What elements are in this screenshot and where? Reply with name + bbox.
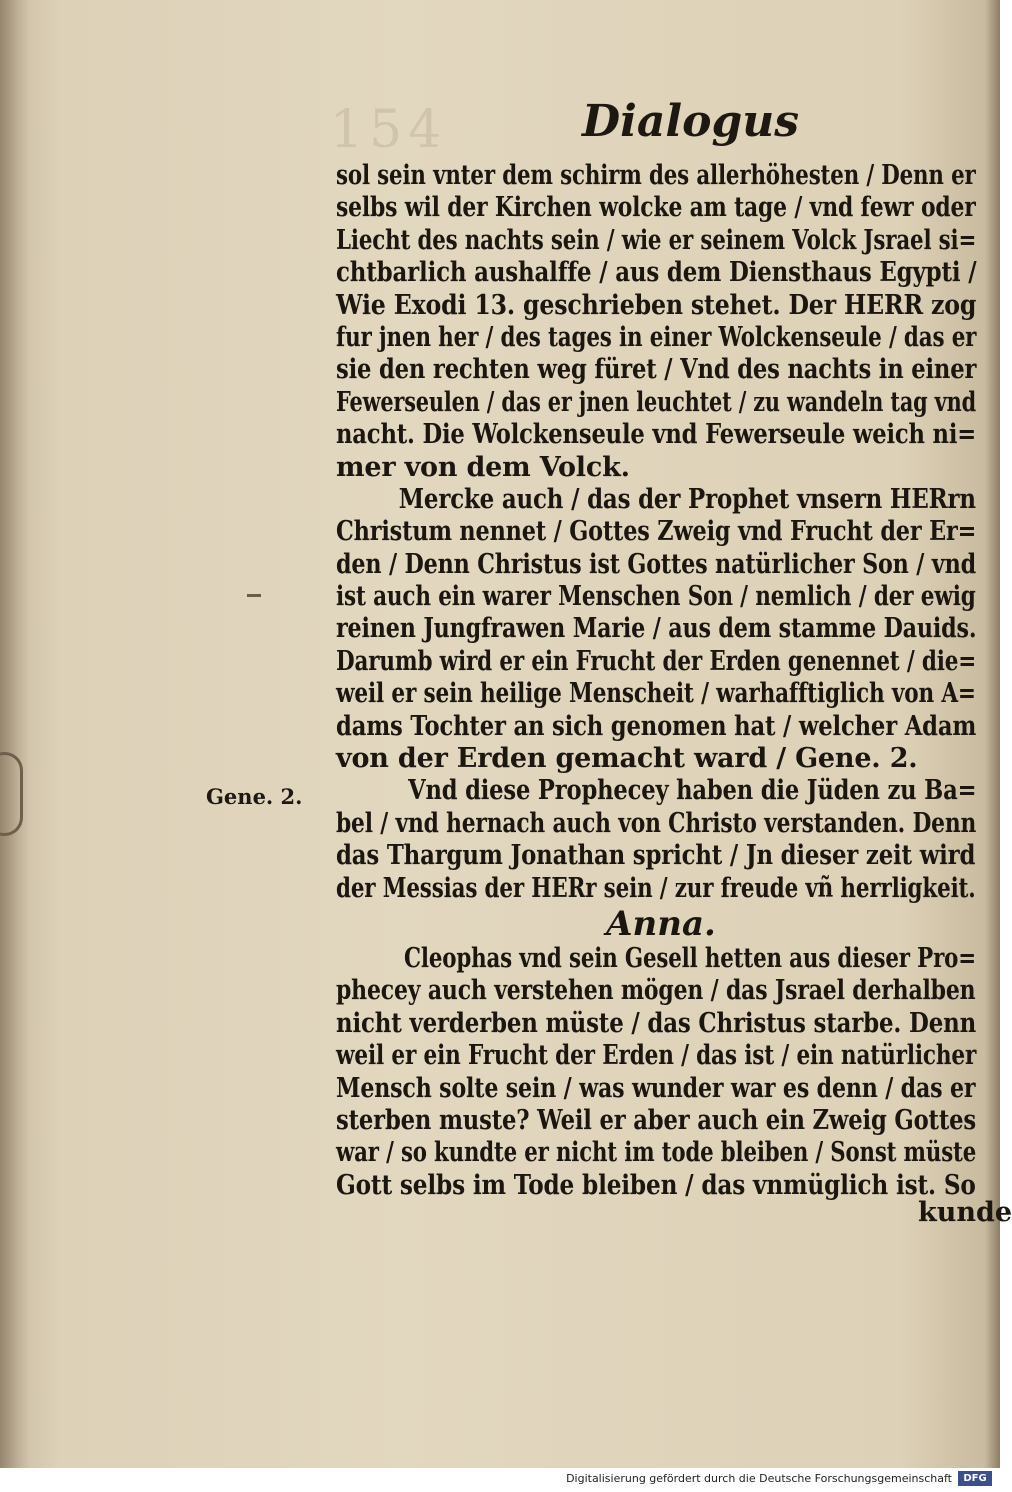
text-line: Christum nennet / Gottes Zweig vnd Frucht der Er= xyxy=(336,516,977,548)
text-line: das Thargum Jonathan spricht / Jn dieser zeit wird xyxy=(336,840,976,872)
text-line: Wie Exodi 13. geschrieben stehet. Der HERR zog xyxy=(336,289,977,321)
text-line: sie den rechten weg füret / Vnd des nachts in einer xyxy=(336,354,977,386)
text-line: reinen Jungfrawen Marie / aus dem stamme Dauids. xyxy=(336,613,977,645)
text-line: phecey auch verstehen mögen / das Jsrael derhalben xyxy=(336,975,976,1007)
text-line: Mercke auch / das der Prophet vnsern HERrn xyxy=(398,483,976,515)
ink-mark xyxy=(247,594,261,597)
text-line: Darumb wird er ein Frucht der Erden genennet / die= xyxy=(336,645,977,677)
paragraph-2 xyxy=(336,484,976,776)
text-line: Mensch solte sein / was wunder war es denn / das er xyxy=(336,1072,976,1104)
text-line: Gott selbs im Tode bleiben / das vnmüglich ist. So xyxy=(336,1169,976,1201)
footer-bar xyxy=(0,1468,1000,1492)
text-line: von der Erden gemacht ward / Gene. 2. xyxy=(336,743,918,775)
text-line: sterben muste? Weil er aber auch ein Zweig Gottes xyxy=(336,1104,977,1136)
footer-credit: Digitalisierung gefördert durch die Deutsche Forschungsgemeinschaft xyxy=(566,1472,952,1485)
text-line: dams Tochter an sich genomen hat / welcher Adam xyxy=(336,710,977,742)
text-line: Fewerseulen / das er jnen leuchtet / zu wandeln tag vnd xyxy=(336,386,976,418)
text-line: chtbarlich aushalffe / aus dem Diensthaus Egypti / xyxy=(336,257,977,289)
text-line: selbs wil der Kirchen wolcke am tage / vnd fewr oder xyxy=(336,192,976,224)
text-line: nicht verderben müste / das Christus starbe. Denn xyxy=(336,1007,977,1039)
page-clip xyxy=(0,752,23,836)
dfg-logo: DFG xyxy=(958,1471,992,1486)
text-line: war / so kundte er nicht im tode bleiben / Sonst müste xyxy=(336,1137,977,1169)
text-line: ist auch ein warer Menschen Son / nemlich / der ewig xyxy=(336,581,976,613)
text-line: fur jnen her / des tages in einer Wolckenseule / das er xyxy=(336,321,977,353)
bleed-through-page-number: 154 xyxy=(330,100,448,160)
text-line: nacht. Die Wolckenseule vnd Fewerseule weich ni= xyxy=(336,419,977,451)
section-title: Anna. xyxy=(606,903,716,944)
text-line: bel / vnd hernach auch von Christo verstanden. Denn xyxy=(336,807,977,839)
paragraph-1 xyxy=(336,160,976,484)
binding-shadow xyxy=(0,0,30,1468)
running-head: Dialogus xyxy=(582,96,799,147)
text-line: der Messias der HERr sein / zur freude vñ herrligkeit. xyxy=(336,872,976,904)
text-line: sol sein vnter dem schirm des allerhöhesten / Denn er xyxy=(336,160,976,191)
paragraph-3 xyxy=(336,775,976,905)
catchword: kunde xyxy=(918,1197,1012,1228)
text-line: weil er sein heilige Menscheit / warhafftiglich von A= xyxy=(336,678,976,710)
text-line: Cleophas vnd sein Gesell hetten aus dieser Pro= xyxy=(404,942,977,974)
text-line: Liecht des nachts sein / wie er seinem Volck Jsrael si= xyxy=(336,224,977,256)
text-line: den / Denn Christus ist Gottes natürlicher Son / vnd xyxy=(336,548,976,580)
text-block xyxy=(336,160,976,1202)
paragraph-4 xyxy=(336,943,976,1202)
text-line: weil er ein Frucht der Erden / das ist / ein natürlicher xyxy=(336,1040,977,1072)
text-line: mer von dem Volck. xyxy=(336,451,630,483)
text-line: Vnd diese Prophecey haben die Jüden zu Ba= xyxy=(408,775,977,807)
margin-note: Gene. 2. xyxy=(206,784,303,809)
